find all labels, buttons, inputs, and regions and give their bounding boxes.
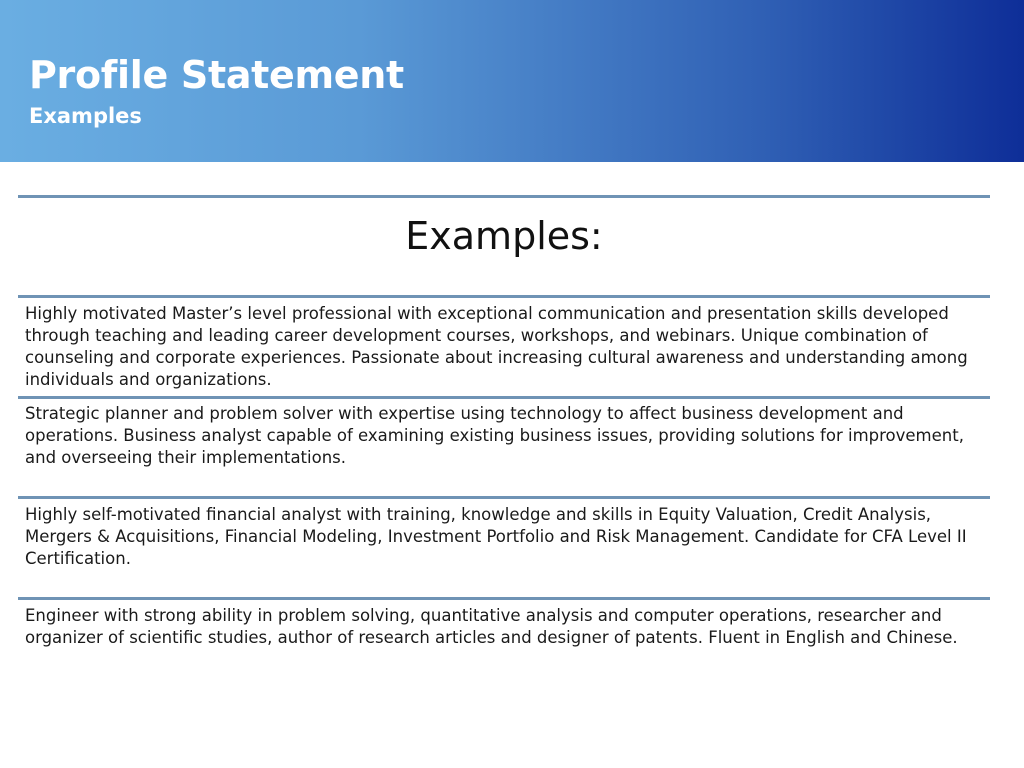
table-row-2: Strategic planner and problem solver with expertise using technology to affect business development and operations. Business analyst capable of examining existing business issues, providing solutions for improvement, and overseeing their implementations. <box>25 404 964 467</box>
header-banner <box>0 0 1024 162</box>
table-row-3: Highly self-motivated financial analyst with training, knowledge and skills in Equity Valuation, Credit Analysis, Mergers & Acquisitions, Financial Modeling, Investment Portfolio and Risk Management. Candidate for CFA Level II Certification. <box>25 505 967 568</box>
row-divider <box>18 496 990 499</box>
table-row-1: Highly motivated Master’s level professional with exceptional communication and presentation skills developed through teaching and leading career development courses, workshops, and webinars. Unique combination of counseling and corporate experiences. Passionate about increasing cultural awareness and understanding among individuals and organizations. <box>25 304 968 389</box>
table-top-rule <box>18 195 990 198</box>
page-title: Profile Statement <box>29 53 404 97</box>
row-divider <box>18 295 990 298</box>
table-heading: Examples: <box>405 214 603 258</box>
table-row-4: Engineer with strong ability in problem solving, quantitative analysis and computer operations, researcher and organizer of scientific studies, author of research articles and designer of patents. Fluent in English and Chinese. <box>25 606 958 647</box>
row-divider <box>18 597 990 600</box>
page-subtitle: Examples <box>29 104 142 128</box>
row-divider <box>18 396 990 399</box>
